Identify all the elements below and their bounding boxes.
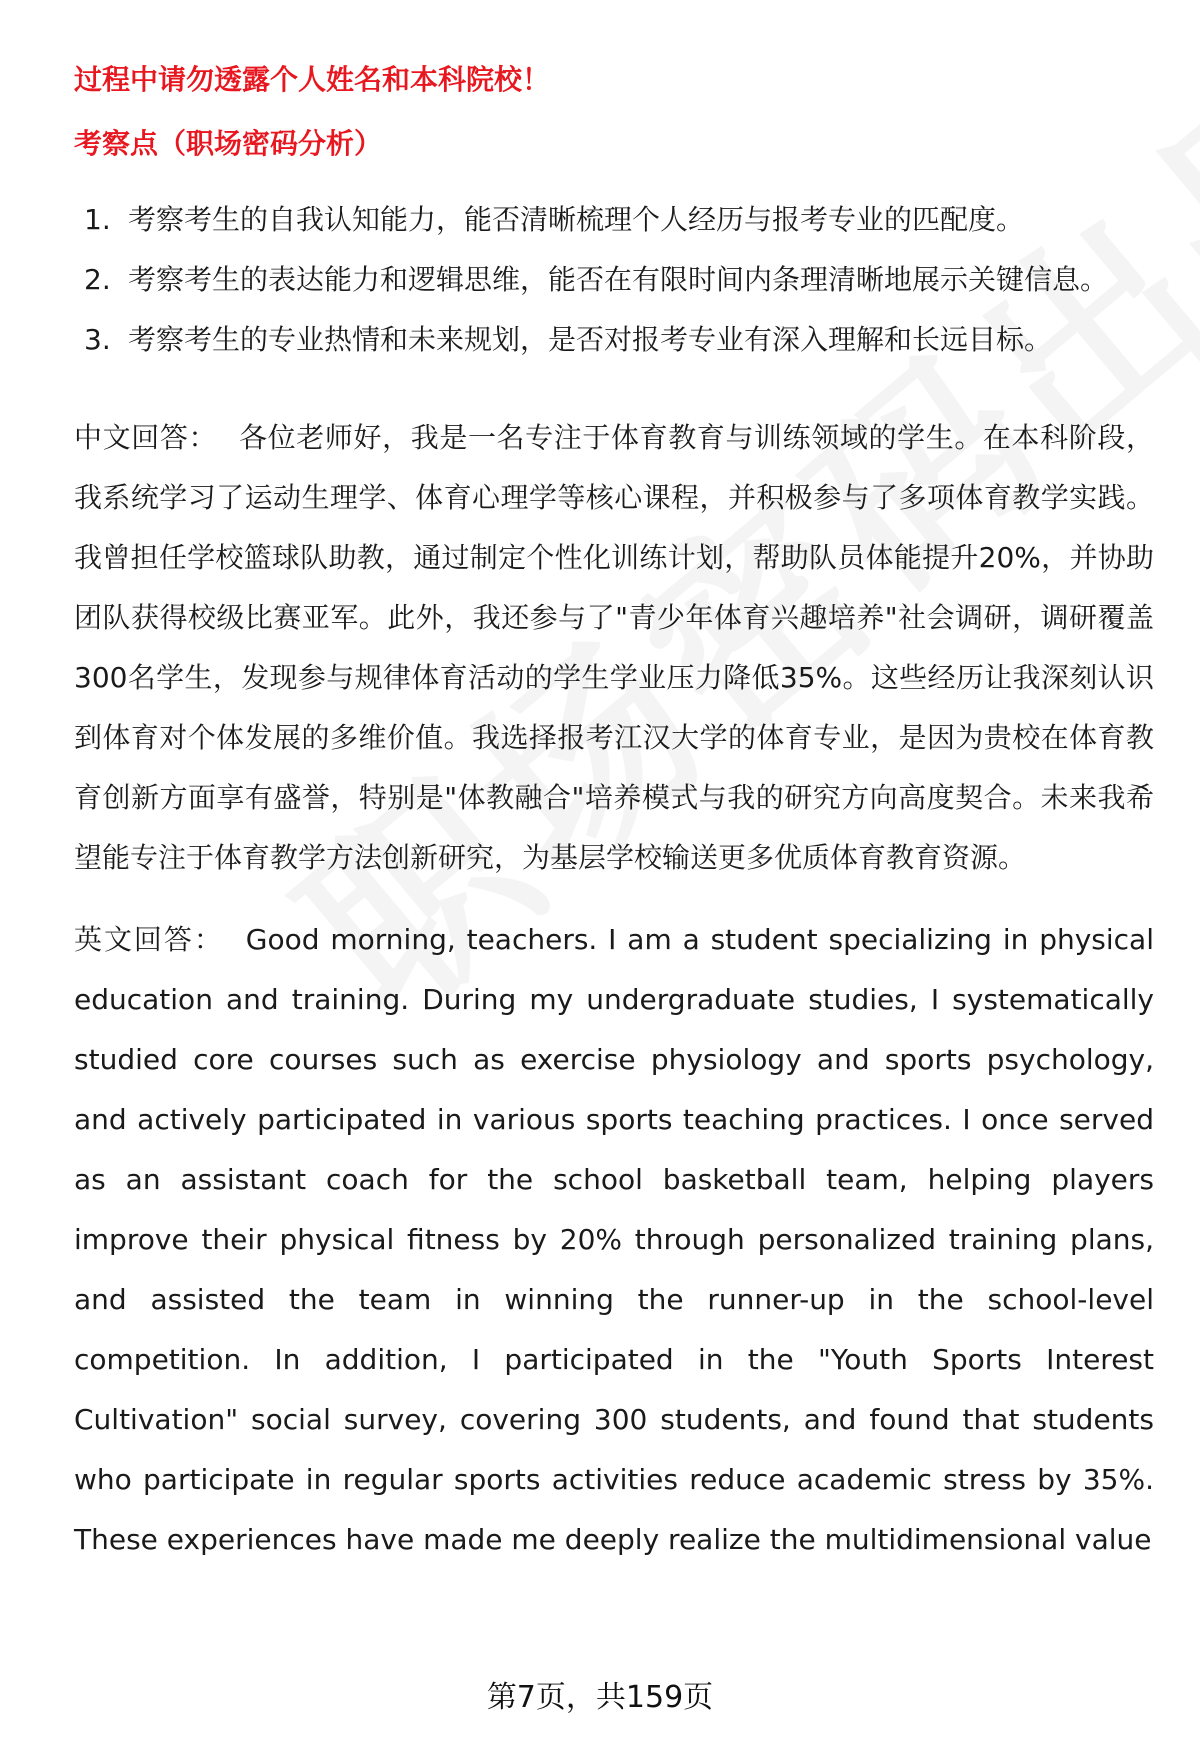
chinese-answer-text: 各位老师好，我是一名专注于体育教育与训练领域的学生。在本科阶段，我系统学习了运动生理学、体育心理学等核心课程，并积极参与了多项体育教学实践。我曾担任学校篮球队助教，通过制定个性化训练计划，帮助队员体能提升20%，并协助团队获得校级比赛亚军。此外，我还参与了"青少年体育兴趣培养"社会调研，调研覆盖300名学生，发现参与规律体育活动的学生学业压力降低35%。这些经历让我深刻认识到体育对个体发展的多维价值。我选择报考江汉大学的体育专业，是因为贵校在体育教育创新方面享有盛誉，特别是"体教融合"培养模式与我的研究方向高度契合。未来我希望能专注于体育教学方法创新研究，为基层学校输送更多优质体育教育资源。: [74, 421, 1154, 874]
document-page: [74, 60, 1154, 1592]
list-item-number: 2.: [84, 263, 111, 296]
list-item-text: 考察考生的自我认知能力，能否清晰梳理个人经历与报考专业的匹配度。: [128, 203, 1025, 236]
list-item-text: 考察考生的表达能力和逻辑思维，能否在有限时间内条理清晰地展示关键信息。: [128, 263, 1109, 296]
english-answer: [74, 910, 1154, 1570]
english-answer-label: 英文回答：: [74, 923, 224, 956]
list-item-number: 3.: [84, 323, 111, 356]
english-answer-text: Good morning, teachers. I am a student specializing in physical education and training. During my undergraduate studies, I systematically studied core courses such as exercise physiology and sports psychology, and actively participated in various sports teaching practices. I once served as an assistant coach for the school basketball team, helping players improve their physical fitness by 20% through personalized training plans, and assisted the team in winning the runner-up in the school-level competition. In addition, I participated in the "Youth Sports Interest Cultivation" social survey, covering 300 students, and found that students who participate in regular sports activities reduce academic stress by 35%. These experiences have made me deeply realize the multidimensional value: [74, 923, 1154, 1556]
privacy-warning: 过程中请勿透露个人姓名和本科院校！: [74, 63, 551, 96]
list-item-number: 1.: [84, 203, 111, 236]
page-number-footer: 第7页，共159页: [486, 1680, 714, 1715]
list-item-text: 考察考生的专业热情和未来规划，是否对报考专业有深入理解和长远目标。: [128, 323, 1053, 356]
chinese-answer-label: 中文回答：: [74, 421, 218, 454]
list-item: [74, 250, 1154, 310]
section-title: 考察点（职场密码分析）: [74, 127, 383, 160]
list-item: [74, 190, 1154, 250]
chinese-answer: [74, 408, 1154, 888]
list-item: [74, 310, 1154, 370]
assessment-points-list: [74, 190, 1154, 370]
